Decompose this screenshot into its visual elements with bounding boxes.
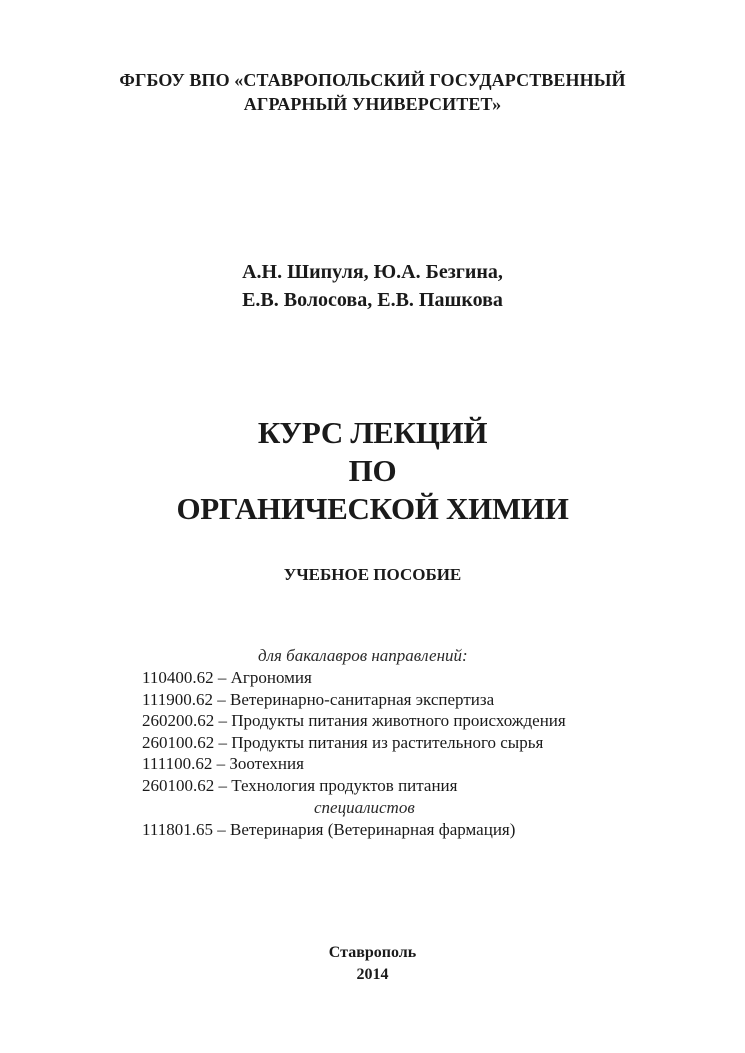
bachelors-label: для бакалавров направлений:	[258, 646, 468, 665]
institution-line-1: ФГБОУ ВПО «СТАВРОПОЛЬСКИЙ ГОСУДАРСТВЕННЫЙ	[119, 70, 626, 90]
institution-name	[0, 68, 745, 116]
bachelor-programs-list	[142, 667, 566, 797]
book-title-line-3: ОРГАНИЧЕСКОЙ ХИМИИ	[176, 491, 569, 526]
institution-line-2: АГРАРНЫЙ УНИВЕРСИТЕТ»	[243, 94, 502, 114]
specialists-label: специалистов	[314, 798, 415, 817]
book-title-line-1: КУРС ЛЕКЦИЙ	[257, 415, 488, 450]
specialist-programs-list	[142, 819, 515, 841]
publication-info	[0, 942, 745, 986]
publication-city: Ставрополь	[328, 944, 417, 961]
authors	[0, 258, 745, 314]
program-item: 260200.62 – Продукты питания животного происхождения	[142, 711, 566, 731]
program-item: 260100.62 – Технология продуктов питания	[142, 775, 458, 795]
program-item: 111100.62 – Зоотехния	[142, 754, 304, 774]
book-title	[0, 414, 745, 528]
book-subtitle: УЧЕБНОЕ ПОСОБИЕ	[283, 565, 462, 584]
book-title-line-2: ПО	[348, 453, 397, 488]
program-item: 111900.62 – Ветеринарно-санитарная экспертиза	[142, 689, 495, 709]
publication-year: 2014	[356, 966, 389, 983]
authors-line-1: А.Н. Шипуля, Ю.А. Безгина,	[242, 261, 503, 283]
program-item: 260100.62 – Продукты питания из растительного сырья	[142, 732, 544, 752]
authors-line-2: Е.В. Волосова, Е.В. Пашкова	[242, 289, 503, 311]
program-item: 110400.62 – Агрономия	[142, 668, 312, 687]
program-item: 111801.65 – Ветеринария (Ветеринарная фармация)	[142, 820, 516, 839]
